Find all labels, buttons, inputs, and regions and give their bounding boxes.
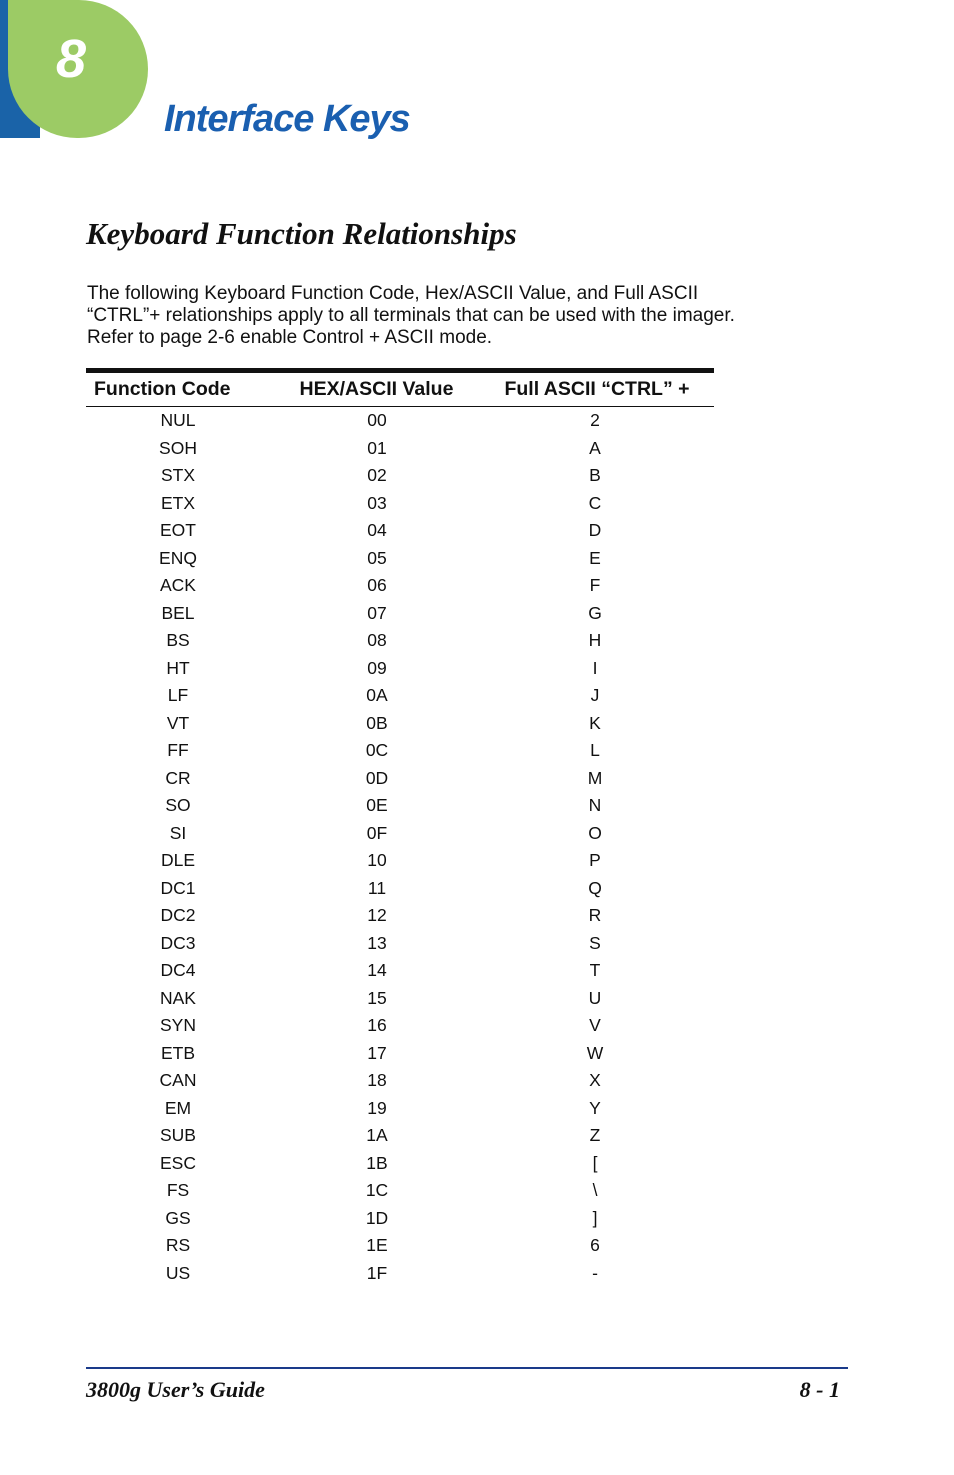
table-row: [86, 847, 714, 875]
cell-function-code: ETB: [160, 1042, 196, 1063]
table-row: [86, 517, 714, 545]
cell-hex-value: 15: [367, 987, 387, 1008]
cell-hex-value: 0F: [366, 822, 388, 843]
table-row: [86, 435, 714, 463]
cell-ctrl-key: J: [590, 685, 600, 706]
column-header-full-ascii: Full ASCII “CTRL” +: [504, 378, 690, 400]
cell-hex-value: 14: [367, 960, 387, 981]
cell-function-code: SI: [169, 822, 187, 843]
cell-function-code: NUL: [160, 410, 196, 431]
cell-ctrl-key: I: [592, 657, 598, 678]
cell-hex-value: 10: [367, 850, 387, 871]
cell-ctrl-key: O: [588, 822, 602, 843]
intro-line: The following Keyboard Function Code, Hex/ASCII Value, and Full ASCII: [87, 283, 699, 304]
footer-rule: [86, 1367, 848, 1369]
cell-ctrl-key: N: [588, 795, 602, 816]
table-row: [86, 1067, 714, 1095]
cell-function-code: DC3: [160, 932, 196, 953]
cell-ctrl-key: E: [589, 547, 601, 568]
column-header-hex-ascii: HEX/ASCII Value: [299, 378, 454, 400]
table-row: [86, 600, 714, 628]
cell-function-code: SOH: [159, 437, 197, 458]
chapter-badge: [8, 0, 148, 138]
cell-ctrl-key: H: [588, 630, 602, 651]
cell-hex-value: 08: [367, 630, 387, 651]
cell-hex-value: 09: [367, 657, 387, 678]
cell-ctrl-key: P: [589, 850, 601, 871]
table-row: [86, 930, 714, 958]
cell-function-code: ACK: [160, 575, 196, 596]
cell-ctrl-key: 6: [590, 1235, 600, 1256]
table-row: [86, 462, 714, 490]
cell-function-code: DC1: [160, 877, 196, 898]
cell-ctrl-key: C: [588, 492, 602, 513]
cell-hex-value: 0D: [365, 767, 389, 788]
cell-ctrl-key: V: [589, 1015, 601, 1036]
cell-hex-value: 19: [367, 1097, 387, 1118]
cell-hex-value: 0E: [366, 795, 388, 816]
table-row: [86, 820, 714, 848]
table-body: [86, 407, 714, 1287]
cell-function-code: ETX: [160, 492, 196, 513]
cell-ctrl-key: A: [589, 437, 601, 458]
cell-hex-value: 0B: [366, 712, 388, 733]
cell-hex-value: 1D: [365, 1207, 389, 1228]
cell-function-code: DC2: [160, 905, 196, 926]
table-row: [86, 627, 714, 655]
table-row: [86, 572, 714, 600]
table-row: [86, 792, 714, 820]
cell-function-code: NAK: [160, 987, 196, 1008]
table-row: [86, 655, 714, 683]
intro-line: Refer to page 2-6 enable Control + ASCII mode.: [87, 327, 493, 348]
cell-function-code: US: [165, 1262, 191, 1283]
cell-hex-value: 02: [367, 465, 387, 486]
cell-ctrl-key: T: [589, 960, 601, 981]
cell-function-code: STX: [160, 465, 196, 486]
cell-ctrl-key: L: [590, 740, 600, 761]
intro-paragraph: [87, 283, 847, 349]
cell-ctrl-key: B: [589, 465, 601, 486]
table-row: [86, 407, 714, 435]
cell-function-code: EM: [164, 1097, 192, 1118]
column-header-function-code: Function Code: [94, 378, 231, 400]
cell-ctrl-key: Z: [589, 1125, 601, 1146]
table-row: [86, 875, 714, 903]
table-row: [86, 1012, 714, 1040]
table-row: [86, 1177, 714, 1205]
table-header-row: [86, 373, 714, 407]
cell-hex-value: 00: [367, 410, 387, 431]
cell-function-code: ESC: [160, 1152, 196, 1173]
cell-function-code: SO: [165, 795, 191, 816]
cell-hex-value: 0C: [365, 740, 389, 761]
cell-ctrl-key: X: [589, 1070, 601, 1091]
cell-hex-value: 0A: [366, 685, 388, 706]
table-row: [86, 1040, 714, 1068]
table-row: [86, 985, 714, 1013]
cell-hex-value: 1E: [366, 1235, 388, 1256]
cell-hex-value: 01: [367, 437, 387, 458]
table-row: [86, 1260, 714, 1288]
cell-function-code: FF: [167, 740, 189, 761]
cell-hex-value: 11: [367, 877, 387, 898]
cell-ctrl-key: R: [588, 905, 602, 926]
cell-hex-value: 04: [367, 520, 387, 541]
cell-function-code: GS: [165, 1207, 191, 1228]
cell-hex-value: 06: [367, 575, 387, 596]
cell-ctrl-key: 2: [590, 410, 600, 431]
table-row: [86, 710, 714, 738]
table-row: [86, 682, 714, 710]
cell-function-code: CAN: [159, 1070, 197, 1091]
table-row: [86, 490, 714, 518]
footer-page-number: 8 - 1: [799, 1377, 840, 1402]
section-heading: Keyboard Function Relationships: [86, 216, 517, 251]
cell-ctrl-key: Y: [589, 1097, 601, 1118]
cell-hex-value: 1F: [366, 1262, 388, 1283]
cell-ctrl-key: \: [592, 1180, 598, 1201]
table-row: [86, 957, 714, 985]
cell-function-code: CR: [165, 767, 191, 788]
cell-ctrl-key: G: [588, 602, 602, 623]
cell-function-code: FS: [166, 1180, 190, 1201]
cell-hex-value: 1C: [365, 1180, 389, 1201]
table-row: [86, 1205, 714, 1233]
cell-ctrl-key: M: [587, 767, 603, 788]
cell-ctrl-key: U: [588, 987, 602, 1008]
cell-hex-value: 12: [367, 905, 387, 926]
footer-guide-title: 3800g User’s Guide: [86, 1377, 265, 1402]
cell-function-code: BEL: [161, 602, 195, 623]
intro-line: “CTRL”+ relationships apply to all terminals that can be used with the imager.: [87, 305, 735, 326]
cell-function-code: HT: [166, 657, 190, 678]
cell-ctrl-key: -: [592, 1262, 598, 1283]
cell-hex-value: 13: [367, 932, 387, 953]
cell-ctrl-key: Q: [588, 877, 602, 898]
cell-function-code: EOT: [160, 520, 196, 541]
table-row: [86, 1095, 714, 1123]
cell-hex-value: 18: [367, 1070, 387, 1091]
cell-ctrl-key: [: [592, 1152, 598, 1173]
chapter-number: 8: [55, 29, 87, 89]
cell-hex-value: 1B: [366, 1152, 388, 1173]
cell-hex-value: 07: [367, 602, 387, 623]
table-row: [86, 1232, 714, 1260]
cell-ctrl-key: W: [586, 1042, 604, 1063]
cell-ctrl-key: F: [589, 575, 601, 596]
cell-hex-value: 03: [367, 492, 387, 513]
cell-function-code: SUB: [160, 1125, 196, 1146]
chapter-title: Interface Keys: [164, 98, 410, 140]
cell-ctrl-key: S: [589, 932, 601, 953]
table-row: [86, 737, 714, 765]
table-row: [86, 1122, 714, 1150]
table-row: [86, 902, 714, 930]
cell-function-code: BS: [166, 630, 190, 651]
cell-hex-value: 16: [367, 1015, 387, 1036]
cell-ctrl-key: ]: [592, 1207, 598, 1228]
cell-hex-value: 1A: [366, 1125, 388, 1146]
cell-hex-value: 17: [367, 1042, 387, 1063]
cell-function-code: DC4: [160, 960, 196, 981]
cell-ctrl-key: K: [589, 712, 601, 733]
cell-ctrl-key: D: [588, 520, 602, 541]
table-row: [86, 545, 714, 573]
cell-function-code: LF: [167, 685, 189, 706]
cell-hex-value: 05: [367, 547, 387, 568]
cell-function-code: RS: [165, 1235, 191, 1256]
cell-function-code: VT: [166, 712, 190, 733]
cell-function-code: SYN: [160, 1015, 196, 1036]
cell-function-code: DLE: [160, 850, 196, 871]
cell-function-code: ENQ: [159, 547, 197, 568]
table-row: [86, 765, 714, 793]
function-code-table: [86, 368, 714, 1287]
table-row: [86, 1150, 714, 1178]
